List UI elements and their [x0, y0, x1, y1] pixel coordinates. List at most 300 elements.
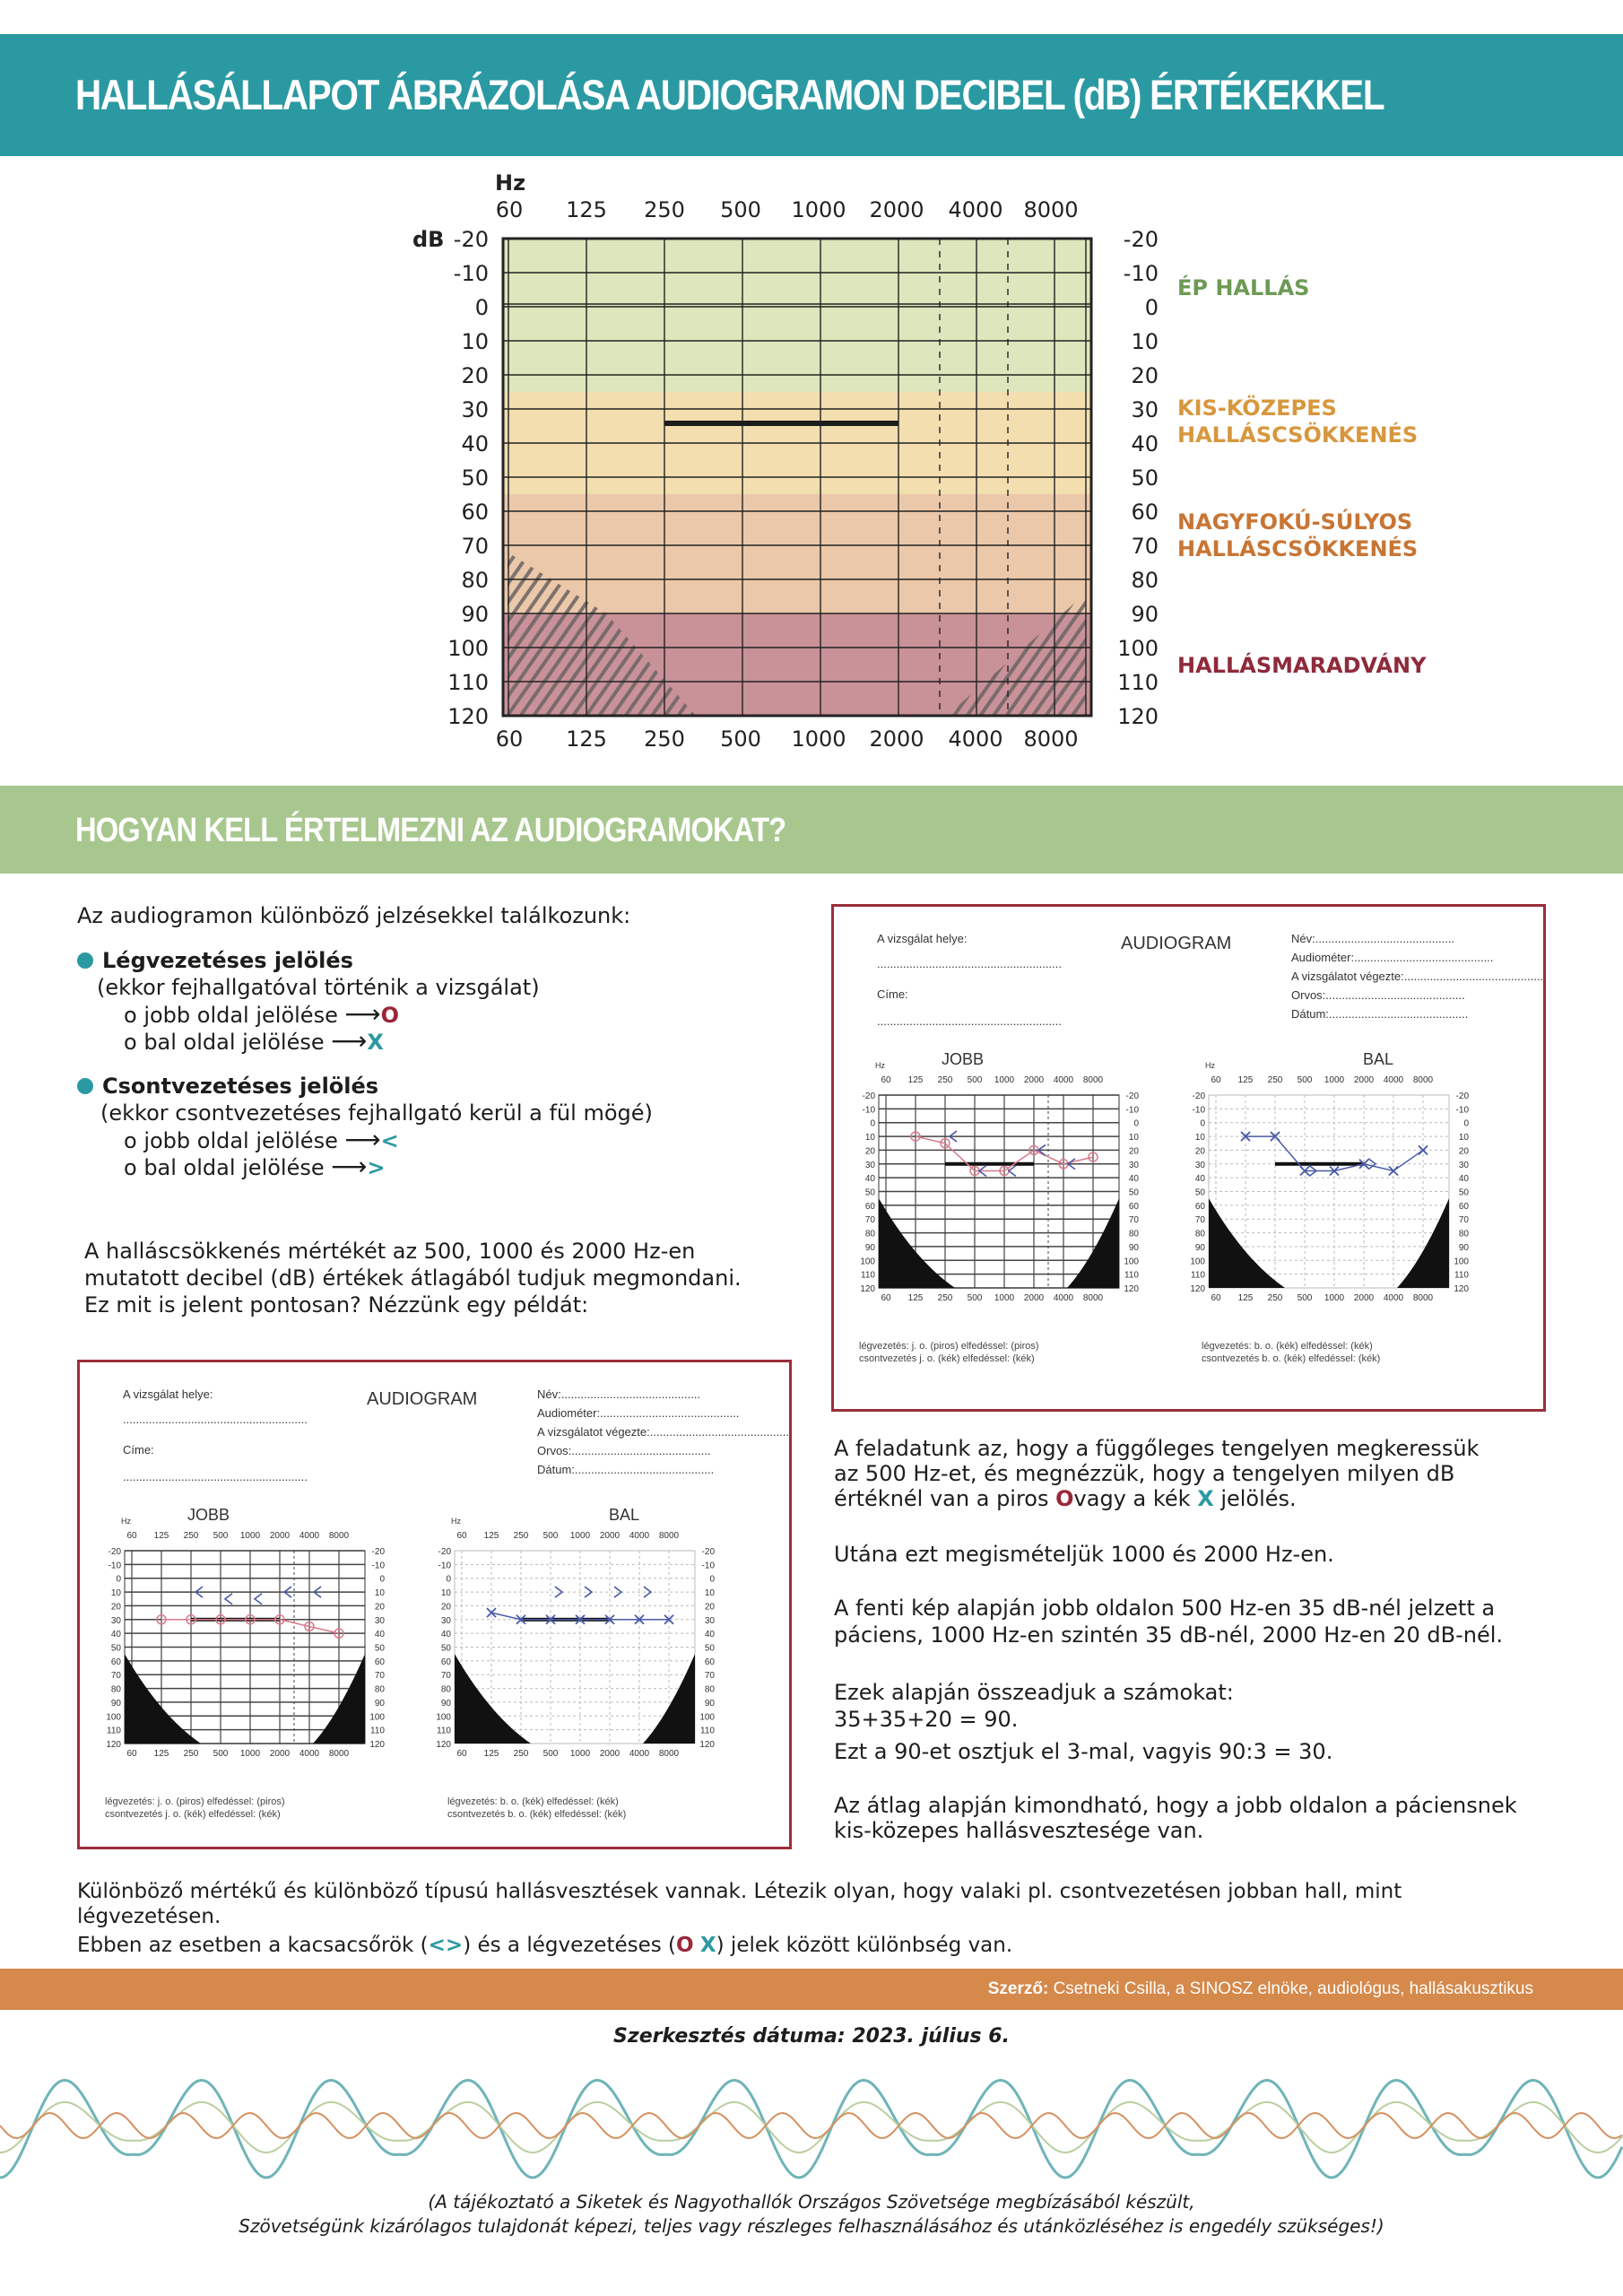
left-ear-label: BAL	[1363, 1050, 1394, 1068]
x-tick-label: 8000	[328, 1749, 350, 1759]
y-tick-label: 100	[106, 1712, 121, 1723]
y-tick-label: 60	[374, 1657, 385, 1667]
left-ear-panel	[436, 1517, 715, 1759]
y-tick-label: 60	[704, 1657, 715, 1667]
y-tick-label-right: 80	[1131, 568, 1159, 593]
legend-left-bone: csontvezetés b. o. (kék) elfedéssel: (kék)	[447, 1809, 627, 1820]
x-tick-label: 4000	[1053, 1075, 1074, 1085]
y-tick-label: -10	[108, 1561, 121, 1571]
form-field: Orvos:...........................................	[537, 1444, 711, 1457]
x-tick-label: 2000	[1353, 1075, 1375, 1085]
y-tick-label-right: 110	[1117, 670, 1159, 695]
y-tick-label: 70	[704, 1671, 715, 1682]
y-tick-label: -10	[701, 1561, 715, 1571]
x-tick-label: 250	[513, 1749, 529, 1759]
x-tick-label: 1000	[239, 1531, 261, 1541]
y-tick-label: 10	[1458, 1133, 1469, 1144]
y-tick-label: 80	[864, 1229, 875, 1239]
x-tick-label: 500	[1297, 1075, 1313, 1085]
worked-p3-line1: A fenti kép alapján jobb oldalon 500 Hz-en 35 dB-nél jelzett a	[834, 1596, 1496, 1621]
y-tick-label: 90	[110, 1698, 121, 1709]
y-tick-label: 30	[110, 1615, 121, 1626]
y-tick-label: 120	[1124, 1284, 1139, 1294]
y-tick-label: 60	[110, 1657, 121, 1667]
x-tick-label: 8000	[658, 1749, 680, 1759]
x-tick-label: 60	[1211, 1293, 1221, 1303]
dotted-line: .........................................................	[877, 1014, 1062, 1028]
x-tick-label: 60	[881, 1293, 891, 1303]
x-tick-label: 250	[183, 1749, 199, 1759]
bone-left-symbol: >	[367, 1155, 386, 1180]
arrow-right-icon: ⟶	[344, 999, 381, 1029]
y-tick-label-left: 120	[447, 704, 489, 729]
y-tick-label: 110	[1191, 1270, 1205, 1281]
y-tick-label: -10	[1192, 1105, 1205, 1116]
y-tick-label: 40	[1458, 1174, 1469, 1185]
x-tick-label: 4000	[1383, 1075, 1404, 1085]
form-field: Név:...........................................	[1291, 932, 1455, 945]
bone-conduction-heading: Csontvezetéses jelölés	[77, 1073, 378, 1100]
right-ear-panel	[106, 1517, 385, 1759]
x-tick-label: 500	[542, 1749, 559, 1759]
x-tick-label: 125	[483, 1749, 499, 1759]
x-tick-label: 125	[153, 1531, 169, 1541]
x-tick-label: 60	[126, 1531, 137, 1541]
bone-conduction-desc: (ekkor csontvezetéses fejhallgató kerül a fül mögé)	[100, 1100, 653, 1126]
y-tick-label: -10	[862, 1105, 875, 1116]
y-tick-label: 30	[1194, 1160, 1205, 1170]
x-tick-label: 60	[456, 1749, 467, 1759]
y-tick-label: 10	[1128, 1133, 1139, 1144]
form-field: A vizsgálatot végezte:...........................................	[537, 1425, 790, 1439]
bone-symbols: <>	[428, 1934, 464, 1957]
x-tick-label: 4000	[629, 1749, 650, 1759]
place-label: A vizsgálat helye:	[877, 932, 968, 945]
worked-p3-line2: páciens, 1000 Hz-en szintén 35 dB-nél, 2000 Hz-en 20 dB-nél.	[834, 1622, 1504, 1648]
y-tick-label: -20	[108, 1547, 121, 1557]
x-tick-label: 500	[967, 1293, 983, 1303]
x-tick-label-bottom: 2000	[869, 726, 924, 752]
x-tick-label: 500	[967, 1075, 983, 1085]
y-tick-label: 20	[1128, 1146, 1139, 1157]
y-tick-label: 100	[860, 1257, 875, 1267]
y-tick-label: 50	[864, 1187, 875, 1198]
right-ear-label: JOBB	[942, 1050, 985, 1068]
worked-p4-line2: 35+35+20 = 90.	[834, 1707, 1019, 1732]
explain-line-2: mutatott decibel (dB) értékek átlagából tudjuk megmondani.	[84, 1265, 742, 1291]
y-tick-label: -10	[1455, 1105, 1469, 1116]
y-tick-label-left: 70	[461, 534, 489, 559]
y-tick-label: 120	[860, 1284, 875, 1294]
y-tick-label-right: 70	[1131, 534, 1159, 559]
y-tick-label: 90	[1128, 1242, 1139, 1253]
y-tick-label: 110	[107, 1726, 121, 1736]
form-field: Dátum:...........................................	[1291, 1007, 1469, 1021]
y-tick-label: 10	[374, 1588, 385, 1599]
x-tick-label-top: 125	[566, 197, 607, 222]
x-tick-label: 2000	[1023, 1075, 1045, 1085]
wave-teal	[0, 2080, 1622, 2178]
y-tick-label: 60	[1128, 1201, 1139, 1212]
worked-p5-line1: Az átlag alapján kimondható, hogy a jobb oldalon a páciensnek	[834, 1793, 1517, 1818]
right-ear-label: JOBB	[187, 1506, 230, 1524]
x-tick-label: 2000	[269, 1531, 291, 1541]
air-right-item: o jobb oldal jelölése ⟶O	[124, 999, 400, 1029]
x-tick-label: 2000	[269, 1749, 291, 1759]
bone-right-symbol: <	[380, 1128, 399, 1153]
y-tick-label: 20	[374, 1602, 385, 1613]
average-line	[664, 421, 898, 426]
y-tick-label: 0	[1463, 1118, 1469, 1129]
y-tick-label: 120	[699, 1740, 715, 1750]
x-tick-label: 250	[1267, 1075, 1283, 1085]
y-tick-label: 80	[110, 1684, 121, 1695]
arrow-right-icon: ⟶	[331, 1026, 368, 1056]
bone-marker	[255, 1594, 262, 1605]
y-tick-label-right: 90	[1131, 602, 1159, 627]
form-field: A vizsgálatot végezte:...........................................	[1291, 970, 1544, 983]
x-tick-label-bottom: 125	[566, 726, 607, 752]
y-tick-label: 20	[440, 1602, 451, 1613]
air-left-item: o bal oldal jelölése ⟶X	[124, 1026, 384, 1056]
y-tick-label: 50	[440, 1643, 451, 1654]
x-tick-label: 250	[513, 1531, 529, 1541]
y-tick-label: 90	[864, 1242, 875, 1253]
y-tick-label: 40	[1194, 1174, 1205, 1185]
worked-p4-line3: Ezt a 90-et osztjuk el 3-mal, vagyis 90:3 = 30.	[834, 1739, 1333, 1764]
y-tick-label: 110	[1454, 1270, 1469, 1281]
x-tick-label: 2000	[599, 1749, 621, 1759]
x-tick-label-bottom: 500	[720, 726, 761, 752]
legend-left-air: légvezetés: b. o. (kék) elfedéssel: (kék)	[447, 1796, 619, 1807]
y-tick-label: 70	[440, 1671, 451, 1682]
x-tick-label: 8000	[1082, 1293, 1104, 1303]
wave-orange	[0, 2113, 1622, 2138]
y-tick-label: 30	[1128, 1160, 1139, 1170]
left-ear-label: BAL	[609, 1506, 640, 1524]
page-title: HALLÁSÁLLAPOT ÁBRÁZOLÁSA AUDIOGRAMON DECIBEL (dB) ÉRTÉKEKKEL	[75, 71, 1384, 118]
y-tick-label: 110	[1124, 1270, 1139, 1281]
form-field: Név:...........................................	[537, 1387, 701, 1401]
x-tick-label: 250	[183, 1531, 199, 1541]
y-tick-label-left: 80	[461, 568, 489, 593]
x-tick-label: 4000	[1053, 1293, 1074, 1303]
x-tick-label-top: 4000	[948, 197, 1003, 222]
example-audiogram-plots	[834, 907, 1543, 1409]
y-tick-label: 40	[440, 1630, 451, 1640]
y-tick-label: 90	[1194, 1242, 1205, 1253]
dotted-line: .........................................................	[877, 957, 1062, 970]
x-tick-label: 2000	[1353, 1293, 1375, 1303]
bullet-icon	[77, 1078, 93, 1094]
bullet-icon	[77, 952, 93, 969]
closing-line-2: légvezetésen.	[77, 1905, 221, 1928]
y-tick-label: -10	[438, 1561, 451, 1571]
y-tick-label: 90	[704, 1698, 715, 1709]
x-tick-label: 8000	[1412, 1293, 1434, 1303]
x-tick-label: 1000	[1324, 1293, 1345, 1303]
y-tick-label: 20	[704, 1602, 715, 1613]
disclaimer: (A tájékoztató a Siketek és Nagyothallók Országos Szövetsége megbízásából készült, Szövetségünk kizárólagos tulajdonát képezi, teljes vagy részleges felhasználásához és utánközléséhez is engedély szükséges!)	[239, 2191, 1384, 2237]
y-tick-label-left: 0	[474, 295, 489, 320]
y-tick-label: 10	[704, 1588, 715, 1599]
y-tick-label-right: 100	[1117, 636, 1159, 661]
y-tick-label-right: 50	[1131, 465, 1159, 491]
air-left-symbol: X	[367, 1030, 384, 1055]
red-o-symbol: O	[1055, 1486, 1074, 1511]
x-tick-label: 1000	[569, 1531, 591, 1541]
zone-label-mild: KIS-KÖZEPES HALLÁSCSÖKKENÉS	[1177, 396, 1419, 448]
x-tick-label: 1000	[1324, 1075, 1345, 1085]
y-tick-label: 80	[440, 1684, 451, 1695]
y-tick-label: 30	[440, 1615, 451, 1626]
y-tick-label: 120	[436, 1740, 451, 1750]
teal-x-symbol: X	[1197, 1486, 1214, 1511]
x-tick-label: 125	[483, 1531, 499, 1541]
place-label: A vizsgálat helye:	[123, 1387, 213, 1401]
y-tick-label: 100	[1124, 1257, 1139, 1267]
audiogram-example-card-2	[77, 1360, 792, 1849]
audiogram-example-card-1	[831, 904, 1546, 1412]
average-bar	[1275, 1162, 1364, 1166]
y-tick-label: 0	[116, 1574, 121, 1585]
x-tick-label-top: 2000	[869, 197, 924, 222]
y-tick-label: 40	[374, 1630, 385, 1640]
left-ear-panel	[1190, 1061, 1469, 1303]
y-tick-label: 0	[446, 1574, 451, 1585]
sound-wave-decoration	[0, 2063, 1623, 2188]
zone-band	[503, 239, 1091, 392]
y-tick-label: 20	[1458, 1146, 1469, 1157]
y-tick-label-left: 30	[461, 397, 489, 422]
x-tick-label-bottom: 60	[495, 726, 524, 752]
y-tick-label-left: -10	[453, 261, 489, 286]
y-tick-label: 70	[1458, 1215, 1469, 1226]
y-tick-label: -20	[862, 1091, 875, 1101]
y-tick-label: 50	[1458, 1187, 1469, 1198]
x-tick-label: 500	[213, 1749, 229, 1759]
y-tick-label: 120	[1454, 1284, 1469, 1294]
example-audiogram-plots	[80, 1362, 789, 1847]
x-tick-label: 125	[907, 1075, 924, 1085]
average-bar	[945, 1162, 1034, 1166]
section-title: HOGYAN KELL ÉRTELMEZNI AZ AUDIOGRAMOKAT?	[75, 812, 786, 849]
y-tick-label: 80	[1194, 1229, 1205, 1239]
y-tick-label: 40	[704, 1630, 715, 1640]
y-tick-label-right: 10	[1131, 329, 1159, 354]
y-tick-label: -20	[1192, 1091, 1205, 1101]
y-tick-label-right: 0	[1144, 295, 1159, 320]
right-ear-panel	[860, 1061, 1139, 1303]
y-tick-label: 90	[374, 1698, 385, 1709]
air-o-symbol: O	[676, 1934, 694, 1957]
x-tick-label: 2000	[599, 1531, 621, 1541]
y-tick-label: 90	[1458, 1242, 1469, 1253]
legend-right-air: légvezetés: j. o. (piros) elfedéssel: (piros)	[105, 1796, 285, 1807]
y-tick-label: 110	[370, 1726, 385, 1736]
y-tick-label: 70	[110, 1671, 121, 1682]
x-tick-label-bottom: 250	[644, 726, 685, 752]
y-tick-label: 60	[1194, 1201, 1205, 1212]
legend-left-bone: csontvezetés b. o. (kék) elfedéssel: (kék)	[1202, 1353, 1381, 1364]
y-tick-label: 50	[1194, 1187, 1205, 1198]
y-tick-label: 40	[1128, 1174, 1139, 1185]
x-tick-label: 1000	[994, 1075, 1015, 1085]
worked-p2: Utána ezt megismételjük 1000 és 2000 Hz-en.	[834, 1542, 1334, 1567]
y-tick-label: 0	[379, 1574, 385, 1585]
x-tick-label: 1000	[239, 1749, 261, 1759]
air-right-symbol: O	[380, 1003, 400, 1028]
y-tick-label: 50	[704, 1643, 715, 1654]
x-tick-label: 60	[881, 1075, 891, 1085]
x-tick-label: 125	[153, 1749, 169, 1759]
dotted-line: .........................................................	[123, 1470, 308, 1483]
explain-line-3: Ez mit is jelent pontosan? Nézzünk egy példát:	[84, 1292, 589, 1318]
zone-label-normal: ÉP HALLÁS	[1177, 275, 1310, 300]
x-tick-label: 8000	[1082, 1075, 1104, 1085]
y-tick-label: 80	[374, 1684, 385, 1695]
y-tick-label: -10	[371, 1561, 385, 1571]
form-title: AUDIOGRAM	[1121, 934, 1232, 953]
y-tick-label: 30	[864, 1160, 875, 1170]
x-tick-label: 250	[937, 1075, 953, 1085]
x-tick-label-top: 60	[495, 197, 524, 222]
y-tick-label: 50	[1128, 1187, 1139, 1198]
y-tick-label: 20	[1194, 1146, 1205, 1157]
x-tick-label: 60	[126, 1749, 137, 1759]
dotted-line: .........................................................	[123, 1413, 308, 1426]
y-tick-label: 110	[437, 1726, 451, 1736]
x-axis-label: Hz	[495, 170, 526, 196]
form-field: Audiométer:...........................................	[1291, 951, 1494, 964]
y-tick-label: 0	[1133, 1118, 1139, 1129]
x-tick-label: 1000	[994, 1293, 1015, 1303]
y-tick-label-left: 110	[447, 670, 489, 695]
y-tick-label: 120	[106, 1740, 121, 1750]
legend-right-bone: csontvezetés j. o. (kék) elfedéssel: (kék)	[859, 1353, 1035, 1364]
x-tick-label-top: 8000	[1023, 197, 1079, 222]
bone-marker	[225, 1594, 232, 1605]
y-tick-label: 110	[861, 1270, 875, 1281]
worked-p1-line1: A feladatunk az, hogy a függőleges tengelyen megkeressük	[834, 1436, 1480, 1461]
y-tick-label: 0	[1200, 1118, 1205, 1129]
y-tick-label: 60	[1458, 1201, 1469, 1212]
legend-intro: Az audiogramon különböző jelzésekkel találkozunk:	[77, 903, 631, 928]
x-tick-label-top: 250	[644, 197, 685, 222]
closing-line-1: Különböző mértékű és különböző típusú hallásvesztések vannak. Létezik olyan, hogy valaki pl. csontvezetésen jobban hall, mint	[77, 1880, 1402, 1903]
bone-right-item: o jobb oldal jelölése ⟶<	[124, 1125, 399, 1154]
y-tick-label-right: 30	[1131, 397, 1159, 422]
y-tick-label: 30	[704, 1615, 715, 1626]
legend-left-air: légvezetés: b. o. (kék) elfedéssel: (kék)	[1202, 1341, 1373, 1352]
y-tick-label: 20	[110, 1602, 121, 1613]
form-title: AUDIOGRAM	[367, 1389, 478, 1409]
y-tick-label: 0	[870, 1118, 875, 1129]
explain-line-1: A halláscsökkenés mértékét az 500, 1000 és 2000 Hz-en	[84, 1239, 696, 1264]
form-field: Audiométer:...........................................	[537, 1406, 740, 1420]
y-tick-label: 70	[1128, 1215, 1139, 1226]
y-tick-label: -20	[371, 1547, 385, 1557]
x-tick-label: 125	[1237, 1075, 1254, 1085]
y-tick-label-left: 20	[461, 363, 489, 388]
y-tick-label-right: 120	[1117, 704, 1159, 729]
worked-p4-line1: Ezek alapján összeadjuk a számokat:	[834, 1680, 1234, 1705]
x-tick-label: 4000	[299, 1749, 320, 1759]
y-tick-label: 120	[1190, 1284, 1205, 1294]
x-tick-label-bottom: 4000	[948, 726, 1003, 752]
y-tick-label-left: 10	[461, 329, 489, 354]
x-tick-label-bottom: 8000	[1023, 726, 1079, 752]
y-tick-label: 80	[1128, 1229, 1139, 1239]
y-tick-label: 110	[700, 1726, 715, 1736]
zone-label-residual: HALLÁSMARADVÁNY	[1177, 653, 1427, 678]
x-tick-label: 8000	[1412, 1075, 1434, 1085]
wave-green	[0, 2102, 1622, 2152]
y-tick-label: -20	[1455, 1091, 1469, 1101]
x-tick-label: 1000	[569, 1749, 591, 1759]
y-tick-label: 10	[1194, 1133, 1205, 1144]
hz-label: Hz	[121, 1517, 131, 1526]
bone-left-item: o bal oldal jelölése ⟶>	[124, 1152, 386, 1181]
y-tick-label: 100	[1454, 1257, 1469, 1267]
edit-date: Szerkesztés dátuma: 2023. július 6.	[613, 2025, 1010, 2048]
y-tick-label-right: 40	[1131, 431, 1159, 457]
x-tick-label: 60	[456, 1531, 467, 1541]
closing-line-3: Ebben az esetben a kacsacsőrök (<>) és a légvezetéses (O X) jelek között különbség van.	[77, 1934, 1013, 1957]
y-tick-label: 50	[374, 1643, 385, 1654]
form-field: Dátum:...........................................	[537, 1463, 715, 1476]
legend-right-air: légvezetés: j. o. (piros) elfedéssel: (piros)	[859, 1341, 1039, 1352]
y-tick-label: 70	[864, 1215, 875, 1226]
x-tick-label-bottom: 1000	[791, 726, 846, 752]
worked-p1-line2: az 500 Hz-et, és megnézzük, hogy a tengelyen milyen dB	[834, 1461, 1455, 1486]
y-tick-label: 80	[704, 1684, 715, 1695]
hz-label: Hz	[451, 1517, 461, 1526]
y-tick-label: 40	[864, 1174, 875, 1185]
arrow-right-icon: ⟶	[344, 1125, 381, 1154]
y-tick-label: 80	[1458, 1229, 1469, 1239]
worked-p1-line3: értéknél van a piros Ovagy a kék X jelölés.	[834, 1486, 1297, 1511]
y-tick-label: 50	[110, 1643, 121, 1654]
x-tick-label: 500	[542, 1531, 559, 1541]
y-tick-label-left: 60	[461, 500, 489, 525]
y-tick-label: 40	[110, 1630, 121, 1640]
y-tick-label-left: -20	[453, 227, 489, 252]
y-tick-label-right: -10	[1123, 261, 1159, 286]
worked-p5-line2: kis-közepes hallásvesztesége van.	[834, 1818, 1204, 1843]
y-tick-label: 70	[1194, 1215, 1205, 1226]
y-tick-label: -10	[1125, 1105, 1139, 1116]
y-tick-label: -20	[1125, 1091, 1139, 1101]
y-tick-label-left: 50	[461, 465, 489, 491]
main-audiogram-chart	[0, 161, 1623, 771]
x-tick-label: 125	[1237, 1293, 1254, 1303]
form-field: Orvos:...........................................	[1291, 988, 1465, 1002]
x-tick-label: 8000	[658, 1531, 680, 1541]
y-tick-label: 120	[369, 1740, 385, 1750]
x-tick-label: 125	[907, 1293, 924, 1303]
hz-label: Hz	[1205, 1061, 1215, 1070]
y-tick-label: 60	[440, 1657, 451, 1667]
y-tick-label: 100	[436, 1712, 451, 1723]
hz-label: Hz	[875, 1061, 885, 1070]
author-credit: Szerző: Csetneki Csilla, a SINOSZ elnöke, audiológus, hallásakusztikus	[987, 1979, 1533, 1998]
x-tick-label: 500	[213, 1531, 229, 1541]
y-tick-label: 90	[440, 1698, 451, 1709]
air-conduction-heading: Légvezetéses jelölés	[77, 947, 353, 974]
x-tick-label-top: 1000	[791, 197, 846, 222]
y-tick-label: 0	[709, 1574, 715, 1585]
